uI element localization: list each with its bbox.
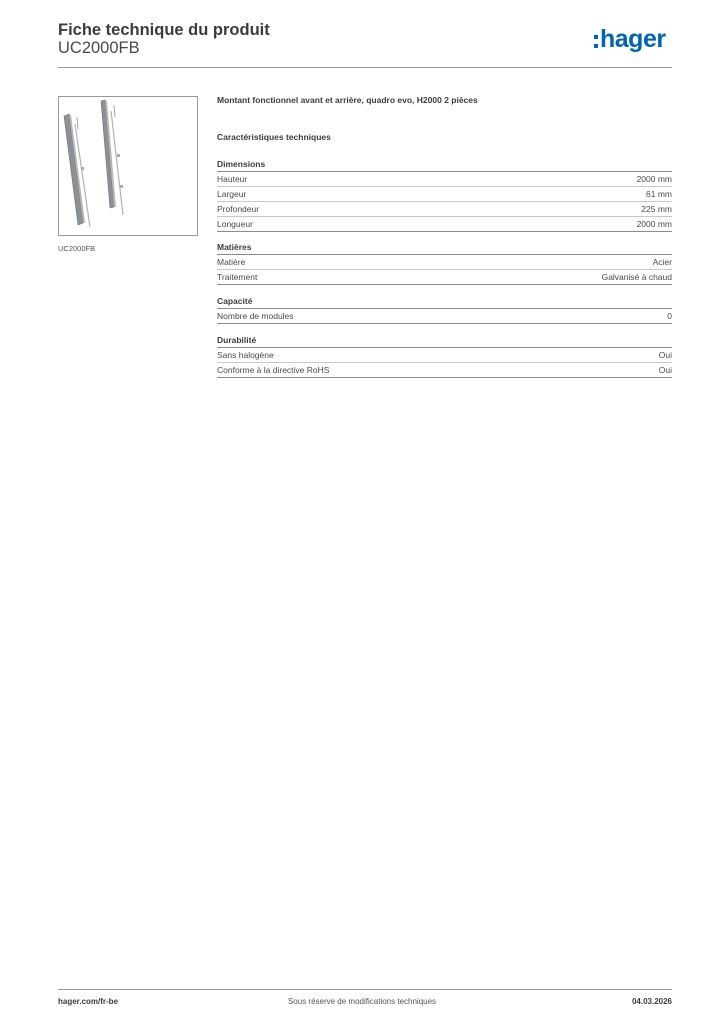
spec-row [217,363,672,378]
product-image [58,96,198,236]
logo-text: hager [600,25,666,53]
spec-group [217,159,672,232]
spec-group-title: Capacité [217,296,672,309]
spec-group [217,296,672,324]
mounting-rail-illustration [59,97,197,235]
spec-label: Hauteur [217,174,248,184]
footer-website[interactable]: hager.com/fr-be [58,997,119,1006]
spec-group [217,335,672,378]
product-reference: UC2000FB [58,39,140,57]
spec-group-title: Matières [217,242,672,255]
spec-label: Sans halogène [217,350,274,360]
spec-row [217,202,672,217]
spec-group [217,242,672,285]
spec-value: 2000 mm [636,219,672,229]
spec-value: 2000 mm [636,174,672,184]
spec-label: Traitement [217,272,258,282]
image-caption: UC2000FB [58,244,96,253]
product-details [217,95,672,378]
page-title: Fiche technique du produit [58,21,270,39]
spec-group-title: Durabilité [217,335,672,348]
logo-dots [594,35,598,48]
spec-row [217,187,672,202]
spec-row [217,270,672,285]
spec-value: Oui [658,365,672,375]
spec-label: Matière [217,257,246,267]
footer-divider [58,989,672,990]
spec-label: Profondeur [217,204,260,214]
spec-value: 61 mm [646,189,672,199]
footer-disclaimer: Sous réserve de modifications techniques [287,997,437,1006]
spec-groups [217,159,672,378]
spec-label: Largeur [217,189,247,199]
spec-value: 225 mm [641,204,672,214]
hager-logo [594,26,666,56]
spec-row [217,255,672,270]
spec-label: Longueur [217,219,253,229]
footer-date: 04.03.2026 [631,997,672,1006]
spec-row [217,172,672,187]
spec-value: 0 [667,311,672,321]
spec-value: Galvanisé à chaud [601,272,672,282]
spec-row [217,348,672,363]
spec-value: Acier [652,257,672,267]
spec-label: Nombre de modules [217,311,294,321]
product-description: Montant fonctionnel avant et arrière, quadro evo, H2000 2 pièces [217,95,478,105]
spec-value: Oui [658,350,672,360]
spec-row [217,217,672,232]
spec-label: Conforme à la directive RoHS [217,365,330,375]
spec-group-title: Dimensions [217,159,672,172]
header-divider [58,67,672,68]
specs-heading: Caractéristiques techniques [217,132,331,142]
spec-row [217,309,672,324]
